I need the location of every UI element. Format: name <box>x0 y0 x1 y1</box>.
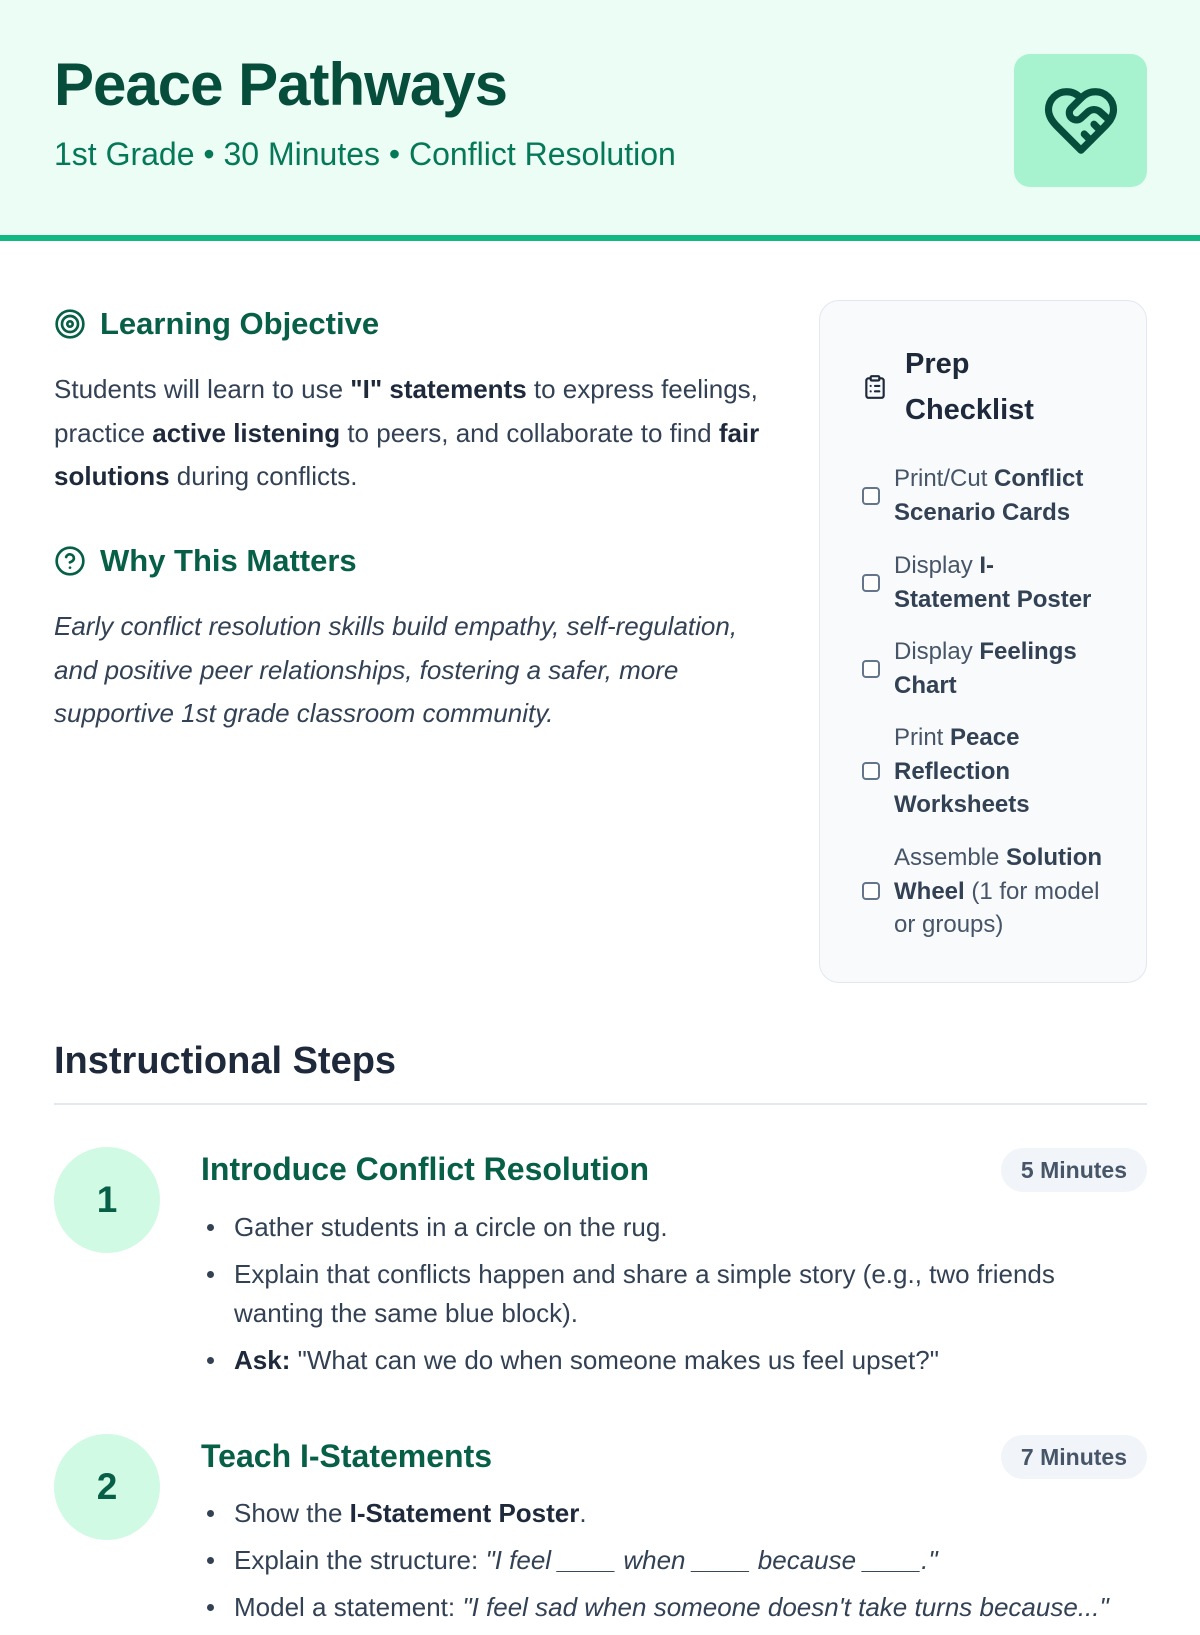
prep-checklist-title: Prep Checklist <box>905 348 1034 426</box>
list-item: Explain that conflicts happen and share a simple story (e.g., two friends wanting the same blue block). <box>201 1255 1151 1333</box>
header-badge <box>1014 54 1147 187</box>
instructional-steps-heading: Instructional Steps <box>54 1040 397 1082</box>
why-this-matters-heading <box>54 543 357 579</box>
checkbox[interactable] <box>862 487 880 505</box>
list-item: Model a statement: "I feel sad when someone doesn't take turns because..." <box>201 1588 1151 1627</box>
list-item: Explain the structure: "I feel ____ when ____ because ____." <box>201 1541 1151 1580</box>
step-title-2: Teach I-Statements <box>201 1438 493 1474</box>
learning-objective-title: Learning Objective <box>100 306 380 341</box>
prep-checklist <box>819 300 1147 983</box>
step-bullets-1 <box>201 1208 1151 1388</box>
target-icon <box>54 308 86 340</box>
checklist-item-i-statement-poster[interactable]: Display I-Statement Poster <box>862 549 1132 616</box>
heart-handshake-icon <box>1042 82 1120 160</box>
question-circle-icon <box>54 545 86 577</box>
step-number-1: 1 <box>54 1147 160 1253</box>
page-subtitle: 1st Grade • 30 Minutes • Conflict Resolution <box>54 136 676 172</box>
divider <box>54 1103 1147 1105</box>
why-this-matters-title: Why This Matters <box>100 543 357 578</box>
list-item: Show the I-Statement Poster. <box>201 1494 1151 1533</box>
page-header <box>0 0 1200 241</box>
list-item: Gather students in a circle on the rug. <box>201 1208 1151 1247</box>
learning-objective-heading <box>54 306 379 342</box>
checkbox[interactable] <box>862 762 880 780</box>
page-title: Peace Pathways <box>54 51 507 118</box>
clipboard-list-icon <box>862 372 888 402</box>
step-duration-badge-2: 7 Minutes <box>1001 1435 1147 1479</box>
step-number-2: 2 <box>54 1434 160 1540</box>
checklist-item-feelings-chart[interactable]: Display Feelings Chart <box>862 635 1132 702</box>
learning-objective-text: Students will learn to use "I" statements to express feelings, practice active listening to peers, and collaborate to find fair solutions during conflicts. <box>54 374 760 491</box>
list-item: Ask: "What can we do when someone makes us feel upset?" <box>201 1341 1151 1380</box>
checkbox[interactable] <box>862 660 880 678</box>
checkbox[interactable] <box>862 882 880 900</box>
checkbox[interactable] <box>862 574 880 592</box>
step-bullets-2 <box>201 1494 1151 1635</box>
step-title-1: Introduce Conflict Resolution <box>201 1151 649 1187</box>
checklist-item-reflection-worksheets[interactable]: Print Peace Reflection Worksheets <box>862 721 1132 822</box>
checklist-item-solution-wheel[interactable]: Assemble Solution Wheel (1 for model or groups) <box>862 841 1132 942</box>
prep-checklist-header <box>862 341 1065 433</box>
checklist-item-scenario-cards[interactable]: Print/Cut Conflict Scenario Cards <box>862 462 1132 529</box>
why-this-matters-text: Early conflict resolution skills build empathy, self-regulation, and positive peer relationships, fostering a safer, more supportive 1st grade classroom community. <box>54 611 738 728</box>
step-duration-badge-1: 5 Minutes <box>1001 1148 1147 1192</box>
